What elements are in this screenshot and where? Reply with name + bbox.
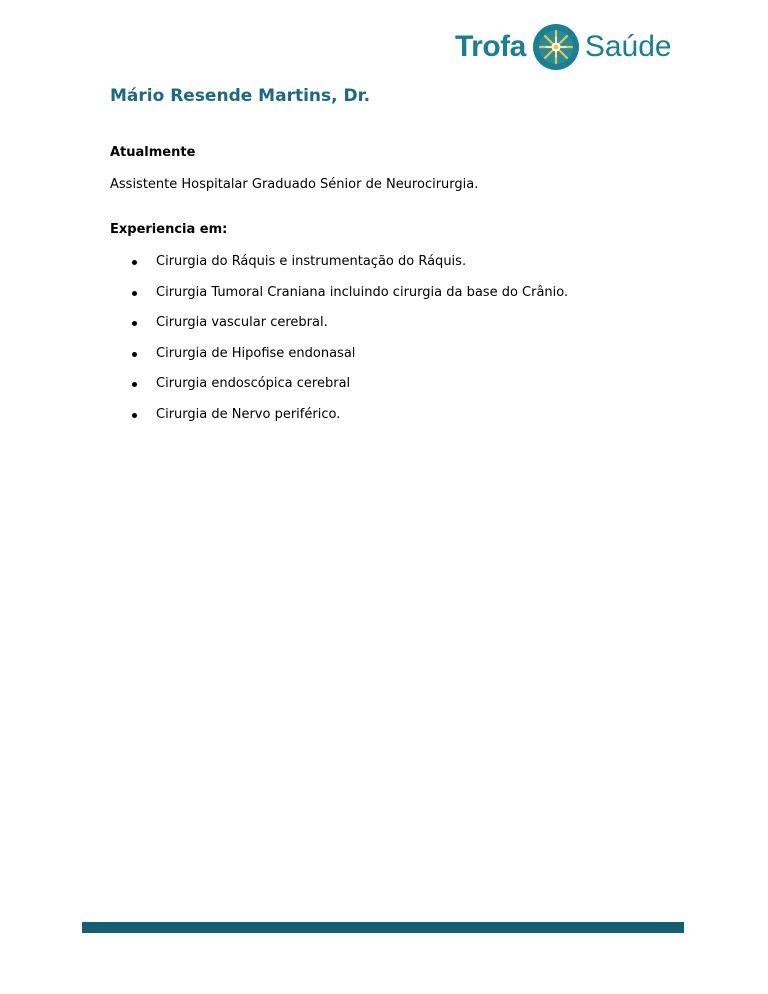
bullet-icon (132, 413, 137, 418)
list-item-text: Cirurgia do Ráquis e instrumentação do Ráquis. (156, 254, 467, 269)
bullet-icon (132, 291, 137, 296)
list-item (110, 374, 670, 405)
experience-list (110, 252, 670, 435)
bullet-icon (132, 382, 137, 387)
logo-word-trofa: Trofa (455, 30, 526, 63)
list-item (110, 313, 670, 344)
list-item (110, 252, 670, 283)
bullet-icon (132, 352, 137, 357)
star-burst-emblem-icon (532, 23, 580, 71)
list-item-text: Cirurgia de Nervo periférico. (156, 406, 341, 422)
list-item (110, 405, 670, 436)
list-item-text: Cirurgia endoscópica cerebral (156, 376, 351, 391)
trofa-saude-logo (455, 24, 672, 70)
list-item (110, 283, 670, 314)
logo-word-saude: Saúde (584, 30, 672, 63)
list-item (110, 344, 670, 375)
footer-bar (82, 922, 684, 933)
bullet-icon (132, 260, 137, 265)
experience-heading: Experiencia em: (110, 222, 228, 237)
current-position-text: Assistente Hospitalar Graduado Sénior de Neurocirurgia. (110, 177, 479, 192)
list-item-text: Cirurgia vascular cerebral. (156, 315, 328, 330)
page-title: Mário Resende Martins, Dr. (110, 86, 371, 106)
current-position-heading: Atualmente (110, 145, 196, 160)
list-item-text: Cirurgia de Hipofise endonasal (156, 345, 356, 361)
list-item-text: Cirurgia Tumoral Craniana incluindo cirurgia da base do Crânio. (156, 284, 569, 300)
bullet-icon (132, 321, 137, 326)
